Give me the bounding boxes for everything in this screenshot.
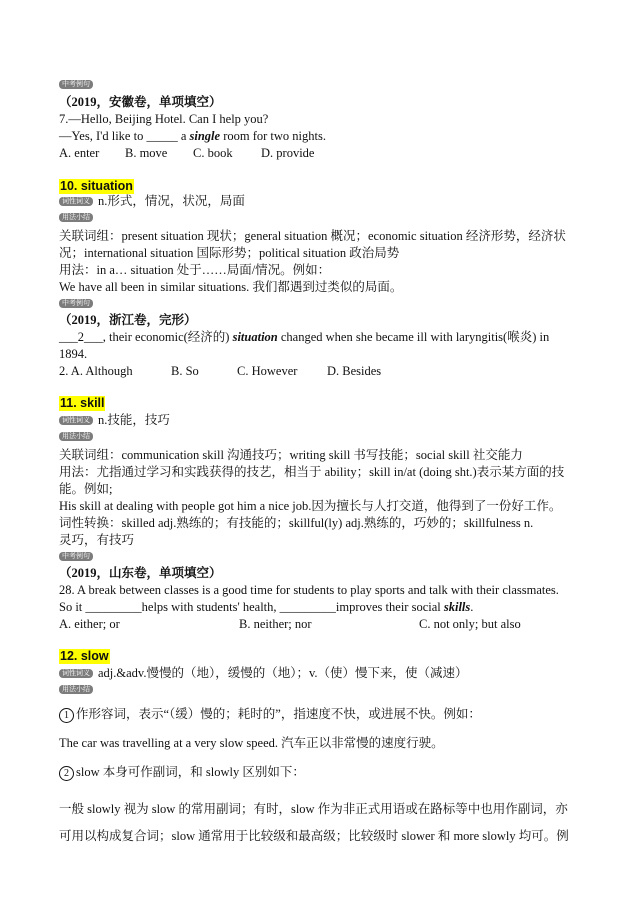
usage-point: 1 作形容词，表示“（缓）慢的；耗时的”，指速度不快，或进展不快。例如： <box>59 706 481 723</box>
question-line: 28. A break between classes is a good time for students to play sports and talk with their classmates. <box>59 583 559 597</box>
usage-badge: 用法小结 <box>59 432 93 441</box>
option: B. move <box>125 146 168 160</box>
word-meaning: n.技能，技巧 <box>98 413 170 427</box>
options-row <box>59 145 314 161</box>
option: B. So <box>171 364 199 378</box>
conversion-line: 灵巧，有技巧 <box>59 533 135 547</box>
synonym-badge: 词性词义 <box>59 669 93 678</box>
example-sentence: His skill at dealing with people got him a nice job.因为擅长与人打交道，他得到了一份好工作。 <box>59 499 562 513</box>
phrases-line: 关联词组：communication skill 沟通技巧；writing skill 书写技能；social skill 社交能力 <box>59 448 523 462</box>
emphasized-word: single <box>189 129 221 143</box>
word-meaning: adj.&adv.慢慢的（地），缓慢的（地）；v.（使）慢下来，使（减速） <box>98 666 468 680</box>
question-line: 1894. <box>59 347 88 361</box>
usage-line: 用法：尤指通过学习和实践获得的技艺，相当于 ability；skill in/at (doing sht.)表示某方面的技 <box>59 465 565 479</box>
options-row <box>59 616 521 632</box>
phrases-line: 关联词组：present situation 现状；general situation 概况；economic situation 经济形势，经济状 <box>59 229 566 243</box>
options-row <box>59 363 381 379</box>
usage-badge: 用法小结 <box>59 213 93 222</box>
question-line: —Yes, I'd like to _____ a single room for two nights. <box>59 129 326 143</box>
emphasized-word: situation <box>232 330 278 344</box>
option: C. However <box>237 364 298 378</box>
word-meaning: n.形式，情况，状况，局面 <box>98 194 245 208</box>
source-label: （2019，山东卷，单项填空） <box>59 566 222 580</box>
conversion-line: 词性转换：skilled adj.熟练的；有技能的；skillful(ly) adj.熟练的，巧妙的；skillfulness n. <box>59 516 534 530</box>
example-sentence: The car was travelling at a very slow speed. 汽车正以非常慢的速度行驶。 <box>59 736 444 750</box>
phrases-line: 况；international situation 国际形势；political situation 政治局势 <box>59 246 400 260</box>
circled-number: 2 <box>59 766 74 781</box>
word-heading: 10. situation <box>60 179 133 193</box>
question-line: ___2___, their economic(经济的) situation changed when she became ill with laryngitis(喉炎) in <box>59 330 550 344</box>
option: A. either; or <box>59 617 120 631</box>
option: 2. A. Although <box>59 364 133 378</box>
synonym-badge: 词性词义 <box>59 416 93 425</box>
usage-badge: 用法小结 <box>59 685 93 694</box>
question-line: So it _________helps with students' health, _________improves their social skills. <box>59 600 474 614</box>
emphasized-word: skills <box>443 600 471 614</box>
example-sentence: We have all been in similar situations. 我们都遇到过类似的局面。 <box>59 280 403 294</box>
usage-line: 用法：in a… situation 处于……局面/情况。例如： <box>59 263 331 277</box>
word-heading: 12. slow <box>60 649 109 663</box>
synonym-badge: 词性词义 <box>59 197 93 206</box>
option: B. neither; nor <box>239 617 312 631</box>
paragraph-line: 可用以构成复合词；slow 通常用于比较级和最高级；比较级时 slower 和 more slowly 均可。例 <box>59 829 569 843</box>
word-heading: 11. skill <box>60 396 105 410</box>
question-line: 7.—Hello, Beijing Hotel. Can I help you? <box>59 112 269 126</box>
option: D. Besides <box>327 364 382 378</box>
paragraph-line: 一般 slowly 视为 slow 的常用副词；有时，slow 作为非正式用语或在路标等中也用作副词，亦 <box>59 802 568 816</box>
exam-example-badge: 中考例句 <box>59 299 93 308</box>
circled-number: 1 <box>59 708 74 723</box>
usage-line: 能。例如; <box>59 482 113 496</box>
exam-example-badge: 中考例句 <box>59 552 93 561</box>
option: C. book <box>193 146 233 160</box>
exam-example-badge: 中考例句 <box>59 80 93 89</box>
option: D. provide <box>261 146 315 160</box>
usage-point: 2 slow 本身可作副词，和 slowly 区别如下： <box>59 764 305 781</box>
source-label: （2019，浙江卷，完形） <box>59 313 197 327</box>
option: C. not only; but also <box>419 617 521 631</box>
source-label: （2019，安徽卷，单项填空） <box>59 95 222 109</box>
option: A. enter <box>59 146 100 160</box>
